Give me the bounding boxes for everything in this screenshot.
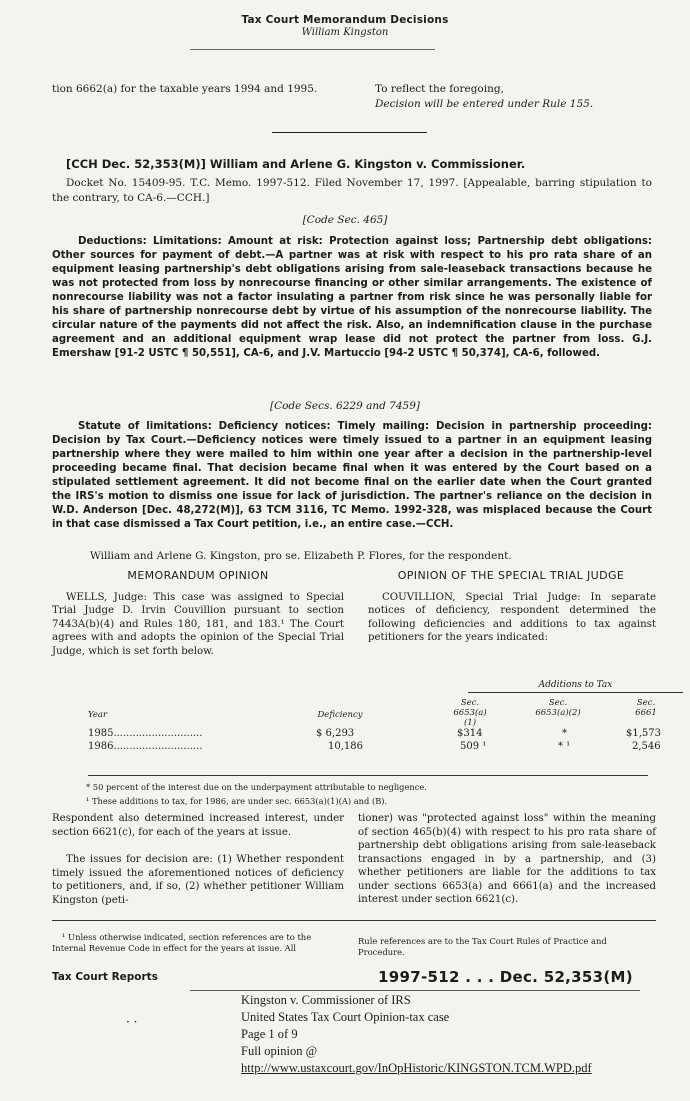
footnote-section-references: ¹ Unless otherwise indicated, section references are to the Internal Revenue Code in effect for the years at issue. All bbox=[52, 932, 312, 953]
additions-header: Additions to Tax bbox=[538, 680, 613, 690]
row-1986-6653a2: * ¹ bbox=[558, 741, 571, 752]
table-bottom-rule bbox=[88, 775, 648, 776]
header-subtitle: William Kingston bbox=[301, 27, 389, 38]
special-judge-heading: OPINION OF THE SPECIAL TRIAL JUDGE bbox=[397, 569, 625, 582]
case-title: [CCH Dec. 52,353(M)] William and Arlene G. Kingston v. Commissioner. bbox=[66, 157, 526, 171]
special-judge-text: COUVILLION, Special Trial Judge: In separate notices of deficiency, respondent determined the following deficiencies and additions to tax against petitioners for the years indicated: bbox=[368, 591, 656, 643]
row-1985-deficiency: $ 6,293 bbox=[316, 728, 355, 739]
header-rule bbox=[190, 49, 435, 50]
headnote-limitations: Statute of limitations: Deficiency notices: Timely mailing: Decision in partnership proceeding: Decision by Tax Court.—Deficiency notices were timely issued to a partner in an equipment leasing partnership where they were mailed to him within one year after a decision in the partnership-level proceeding became final. That decision became final when it was entered by the Court based on a stipulated settlement agreement. It did not become final on the earlier date when the Court granted the IRS's motion to dismiss one issue for lack of jurisdiction. The partner's reliance on the decision in W.D. Anderson [Dec. 48,272(M)], 63 TCM 3116, TC Memo. 1992-328, was misplaced because the Court in that case dismissed a Tax Court petition, i.e., an entire case.—CCH. bbox=[52, 421, 652, 530]
col-6661: Sec. 6661 bbox=[635, 698, 657, 718]
row-1986-6653a1: 509 ¹ bbox=[460, 741, 487, 752]
decision-line: Decision will be entered under Rule 155. bbox=[375, 98, 594, 110]
row-1986-6661: 2,546 bbox=[632, 741, 661, 752]
stamp-court: United States Tax Court Opinion-tax case bbox=[241, 1010, 450, 1024]
issues-continued-column: tioner) was "protected against loss" within the meaning of section 465(b)(4) with respect to his pro rata share of partnership debt obligations arising from sale-leaseback transactions engaged in by a partnership, and (3) whether petitioners are liable for the additions to tax under sections 6653(a) and 6661(a) and the increased interest under section 6621(c). bbox=[358, 813, 656, 905]
special-judge-column bbox=[368, 569, 656, 645]
table-footnote-one: ¹ These additions to tax, for 1986, are under sec. 6653(a)(1)(A) and (B). bbox=[86, 796, 388, 806]
increased-interest-text: Respondent also determined increased interest, under section 6621(c), for each of the years at issue. bbox=[52, 813, 344, 838]
issues-column bbox=[52, 812, 344, 907]
col-deficiency: Deficiency bbox=[317, 710, 363, 720]
docket-line: Docket No. 15409-95. T.C. Memo. 1997-512. Filed November 17, 1997. [Appealable, barring stipulation to the contrary, to CA-6.—CCH.] bbox=[52, 177, 652, 204]
footnote-rule-references: Rule references are to the Tax Court Rules of Practice and Procedure. bbox=[358, 936, 607, 957]
col-6653a2: Sec. 6653(a)(2) bbox=[535, 698, 581, 718]
source-stamp bbox=[241, 992, 661, 1077]
code-section-465: [Code Sec. 465] bbox=[302, 214, 388, 226]
running-header bbox=[0, 14, 690, 38]
col-6653a1: Sec. 6653(a)(1) bbox=[453, 698, 487, 728]
row-1985-6661: $1,573 bbox=[626, 728, 661, 739]
additions-rule bbox=[468, 692, 683, 693]
stray-marks: · · bbox=[126, 1015, 138, 1029]
footnote-rule bbox=[52, 920, 656, 921]
stamp-case-name: Kingston v. Commissioner of IRS bbox=[241, 993, 411, 1007]
tax-court-reports-label: Tax Court Reports bbox=[52, 971, 158, 983]
memorandum-column bbox=[52, 569, 344, 658]
row-1986-year: 1986............................ bbox=[88, 741, 203, 752]
issues-text: The issues for decision are: (1) Whether respondent timely issued the aforementioned notices of deficiency to petitioners, and, if so, (2) whether petitioner William Kingston (peti- bbox=[52, 854, 344, 906]
section-separator bbox=[272, 132, 427, 133]
headnote-at-risk: Deductions: Limitations: Amount at risk: Protection against loss; Partnership debt obligations: Other sources for payment of debt.—A partner was at risk with respect to his pro rata share of an equipment leasing partnership's debt obligations arising from sale-leaseback transactions because he was not protected from loss by nonrecourse financing or other similar arrangements. The existence of nonrecourse liability was not a factor insulating a partner from risk since he was personally liable for his share of partnership nonrecourse debt by virtue of his assumption of the nonrecourse liability. The circular nature of the payments did not affect the risk. Also, an indemnification clause in the purchase agreement and an additional equipment wrap lease did not protect the partner from loss. G.J. Emershaw [91-2 USTC ¶ 50,551], CA-6, and J.V. Martuccio [94-2 USTC ¶ 50,374], CA-6, followed. bbox=[52, 236, 652, 359]
stamp-page-count: Page 1 of 9 bbox=[241, 1027, 298, 1041]
citation-rule bbox=[190, 990, 640, 991]
reflect-line: To reflect the foregoing, bbox=[375, 83, 504, 95]
table-footnote-star: * 50 percent of the interest due on the underpayment attributable to negligence. bbox=[86, 782, 427, 792]
memorandum-heading: MEMORANDUM OPINION bbox=[127, 569, 269, 582]
stamp-full-opinion: Full opinion @ bbox=[241, 1044, 318, 1058]
row-1985-6653a1: $314 bbox=[457, 728, 483, 739]
header-title: Tax Court Memorandum Decisions bbox=[241, 14, 449, 26]
row-1986-deficiency: 10,186 bbox=[328, 741, 363, 752]
stamp-url-link[interactable]: http://www.ustaxcourt.gov/InOpHistoric/KINGSTON.TCM.WPD.pdf bbox=[241, 1061, 592, 1075]
prev-decision-conclusion bbox=[375, 82, 645, 112]
appearances: William and Arlene G. Kingston, pro se. Elizabeth P. Flores, for the respondent. bbox=[90, 550, 512, 562]
row-1985-6653a2: * bbox=[562, 728, 567, 739]
prev-decision-text: tion 6662(a) for the taxable years 1994 and 1995. bbox=[52, 83, 318, 95]
col-year: Year bbox=[88, 710, 108, 720]
row-1985-year: 1985............................ bbox=[88, 728, 203, 739]
memorandum-text: WELLS, Judge: This case was assigned to Special Trial Judge D. Irvin Couvillion pursuant to section 7443A(b)(4) and Rules 180, 181, and 183.¹ The Court agrees with and adopts the opinion of the Special Trial Judge, which is set forth below. bbox=[52, 591, 344, 657]
citation-number: 1997-512 . . . Dec. 52,353(M) bbox=[378, 968, 633, 986]
code-section-6229-7459: [Code Secs. 6229 and 7459] bbox=[269, 400, 421, 412]
